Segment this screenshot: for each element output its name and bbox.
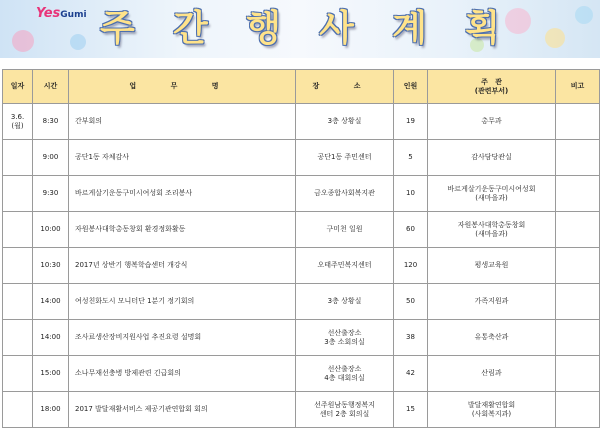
flower-decoration [70,34,86,50]
people-cell: 50 [394,284,428,320]
task-cell: 자원봉사대학총동창회 환경정화활동 [69,212,296,248]
place-cell: 공단1동 주민센터 [296,140,394,176]
time-cell: 10:00 [33,212,69,248]
col-header-note: 비고 [556,70,600,104]
date-cell [3,284,33,320]
people-cell: 120 [394,248,428,284]
table-row [3,392,600,428]
task-cell: 조사료생산장비지원사업 추진요령 설명회 [69,320,296,356]
note-cell [556,212,600,248]
flower-decoration [545,28,565,48]
date-cell [3,104,33,140]
date-cell [3,356,33,392]
col-header-task: 업 무 명 [69,70,296,104]
note-cell [556,392,600,428]
note-cell [556,284,600,320]
logo-main-text: Yes [36,6,61,21]
table-row [3,248,600,284]
flower-decoration [12,30,34,52]
host-cell: 발달재활연합회 (사회복지과) [428,392,556,428]
host-cell: 자원봉사대학총동창회 (새마을과) [428,212,556,248]
page-title [100,2,500,48]
people-cell: 38 [394,320,428,356]
time-cell: 18:00 [33,392,69,428]
task-cell: 소나무재선충병 방제관련 긴급회의 [69,356,296,392]
table-row [3,320,600,356]
title-char: 주 [100,7,135,49]
people-cell: 19 [394,104,428,140]
note-cell [556,176,600,212]
title-char: 사 [319,7,354,49]
header-banner [0,0,600,58]
note-cell [556,104,600,140]
date-cell [3,248,33,284]
note-cell [556,140,600,176]
task-cell: 2017 발달재활서비스 제공기관연합회 회의 [69,392,296,428]
host-cell: 평생교육원 [428,248,556,284]
place-cell: 3층 상황실 [296,284,394,320]
place-cell: 3층 상황실 [296,104,394,140]
title-char: 계 [392,7,427,49]
col-header-place: 장 소 [296,70,394,104]
note-cell [556,356,600,392]
people-cell: 5 [394,140,428,176]
people-cell: 15 [394,392,428,428]
place-cell: 금오종합사회복지관 [296,176,394,212]
time-cell: 9:30 [33,176,69,212]
host-cell: 감사담당관실 [428,140,556,176]
host-cell: 산림과 [428,356,556,392]
col-header-date: 일자 [3,70,33,104]
task-cell: 공단1동 자체감사 [69,140,296,176]
table-row [3,212,600,248]
time-cell: 9:00 [33,140,69,176]
host-cell: 가족지원과 [428,284,556,320]
table-header-row [3,70,600,104]
host-header-line2: (관련부서) [474,86,509,95]
host-cell: 유통축산과 [428,320,556,356]
yesgumi-logo [36,6,87,21]
host-cell: 총무과 [428,104,556,140]
date-cell [3,320,33,356]
people-cell: 60 [394,212,428,248]
place-cell: 선산출장소 3층 소회의실 [296,320,394,356]
place-cell: 선주원남동행정복지 센터 2층 회의실 [296,392,394,428]
task-cell: 바르게살기운동구미시여성회 조리봉사 [69,176,296,212]
date-cell [3,392,33,428]
table-row [3,140,600,176]
logo-sub-text: Gumi [60,10,87,20]
host-header-line1: 주 관 [481,77,502,86]
time-cell: 10:30 [33,248,69,284]
table-row [3,176,600,212]
time-cell: 15:00 [33,356,69,392]
date-line1: 3.6. [10,112,25,121]
flower-decoration [505,8,531,34]
place-cell: 오태주민복지센터 [296,248,394,284]
date-cell [3,212,33,248]
date-line2: (월) [11,121,24,130]
col-header-host [428,70,556,104]
task-cell: 2017년 상반기 행복학습센터 개강식 [69,248,296,284]
schedule-table [2,69,600,428]
col-header-people: 인원 [394,70,428,104]
col-header-time: 시간 [33,70,69,104]
date-cell [3,140,33,176]
flower-decoration [575,6,593,24]
place-cell: 선산출장소 4층 대회의실 [296,356,394,392]
host-cell: 바르게살기운동구미시여성회 (새마을과) [428,176,556,212]
place-cell: 구미천 일원 [296,212,394,248]
task-cell: 간부회의 [69,104,296,140]
time-cell: 8:30 [33,104,69,140]
title-char: 간 [173,7,208,49]
note-cell [556,320,600,356]
time-cell: 14:00 [33,320,69,356]
table-row [3,284,600,320]
table-row [3,356,600,392]
note-cell [556,248,600,284]
table-row [3,104,600,140]
date-cell [3,176,33,212]
people-cell: 10 [394,176,428,212]
title-char: 획 [465,7,500,49]
task-cell: 여성친화도시 모니터단 1분기 정기회의 [69,284,296,320]
title-char: 행 [246,7,281,49]
time-cell: 14:00 [33,284,69,320]
people-cell: 42 [394,356,428,392]
